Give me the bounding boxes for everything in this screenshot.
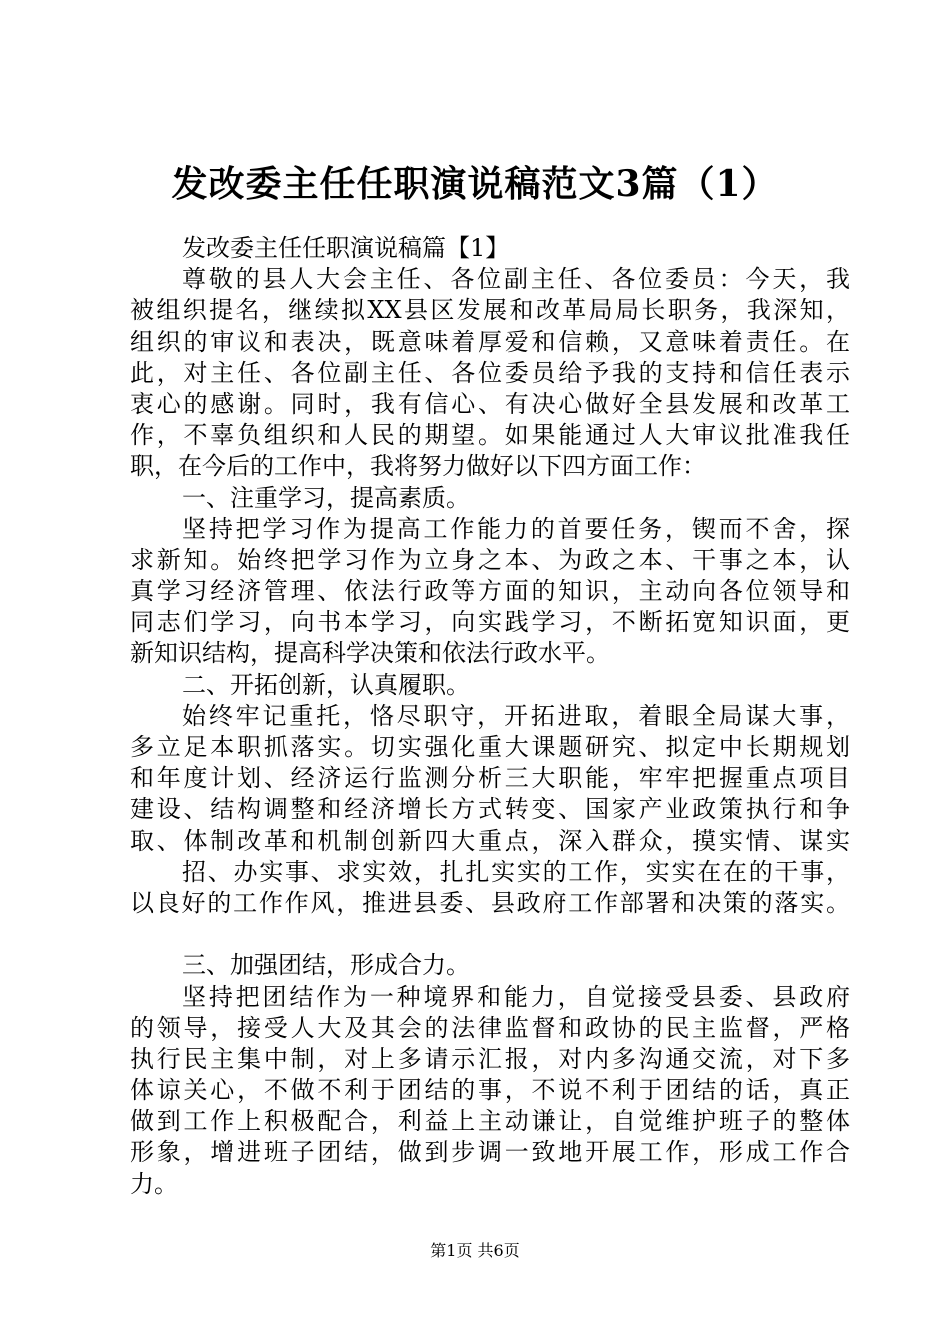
paragraph-line: 体谅关心，不做不利于团结的事，不说不利于团结的话，真正 — [130, 1076, 850, 1105]
paragraph-line: 作，不辜负组织和人民的期望。如果能通过人大审议批准我任 — [130, 421, 850, 450]
paragraph-line: 的领导，接受人大及其会的法律监督和政协的民主监督，严格 — [130, 1013, 850, 1042]
paragraph-line: 真学习经济管理、依法行政等方面的知识，主动向各位领导和 — [130, 577, 850, 606]
section-heading-innovation: 二、开拓创新，认真履职。 — [182, 670, 470, 699]
paragraph-line: 新知识结构，提高科学决策和依法行政水平。 — [130, 639, 610, 668]
paragraph-line: 始终牢记重托，恪尽职守，开拓进取，着眼全局谋大事， — [182, 701, 850, 730]
paragraph-line: 取、体制改革和机制创新四大重点，深入群众，摸实情、谋实 — [130, 826, 850, 855]
paragraph-line: 坚持把团结作为一种境界和能力，自觉接受县委、县政府 — [182, 982, 850, 1011]
paragraph-line: 组织的审议和表决，既意味着厚爱和信赖，又意味着责任。在 — [130, 327, 850, 356]
paragraph-line: 力。 — [130, 1169, 178, 1198]
paragraph-line: 同志们学习，向书本学习，向实践学习，不断拓宽知识面，更 — [130, 608, 850, 637]
section-heading-unity: 三、加强团结，形成合力。 — [182, 951, 470, 980]
paragraph-line: 被组织提名，继续拟XX县区发展和改革局局长职务，我深知， — [130, 296, 850, 325]
paragraph-line: 衷心的感谢。同时，我有信心、有决心做好全县发展和改革工 — [130, 389, 850, 418]
paragraph-line: 招、办实事、求实效，扎扎实实的工作，实实在在的干事， — [182, 857, 850, 886]
document-body — [130, 233, 850, 1200]
paragraph-line: 求新知。始终把学习作为立身之本、为政之本、干事之本，认 — [130, 545, 850, 574]
paragraph-line: 尊敬的县人大会主任、各位副主任、各位委员：今天，我 — [182, 265, 850, 294]
document-title: 发改委主任任职演说稿范文3篇（1） — [171, 163, 779, 205]
page-number: 第1页 共6页 — [430, 1241, 520, 1260]
paragraph-line: 和年度计划、经济运行监测分析三大职能，牢牢把握重点项目 — [130, 764, 850, 793]
paragraph-line: 形象，增进班子团结，做到步调一致地开展工作，形成工作合 — [130, 1138, 850, 1167]
paragraph-line: 职，在今后的工作中，我将努力做好以下四方面工作： — [130, 452, 706, 481]
paragraph-line: 执行民主集中制，对上多请示汇报，对内多沟通交流，对下多 — [130, 1044, 850, 1073]
paragraph-line: 多立足本职抓落实。切实强化重大课题研究、拟定中长期规划 — [130, 733, 850, 761]
paragraph-line: 做到工作上积极配合，利益上主动谦让，自觉维护班子的整体 — [130, 1107, 850, 1136]
paragraph-line: 建设、结构调整和经济增长方式转变、国家产业政策执行和争 — [130, 795, 850, 824]
paragraph-line: 坚持把学习作为提高工作能力的首要任务，锲而不舍，探 — [182, 514, 850, 543]
section-heading-speech-1: 发改委主任任职演说稿篇【1】 — [182, 234, 510, 262]
blank-line — [130, 919, 850, 950]
section-heading-study: 一、注重学习，提高素质。 — [182, 483, 470, 512]
paragraph-line: 以良好的工作作风，推进县委、县政府工作部署和决策的落实。 — [130, 888, 850, 917]
paragraph-line: 此，对主任、各位副主任、各位委员给予我的支持和信任表示 — [130, 358, 850, 387]
